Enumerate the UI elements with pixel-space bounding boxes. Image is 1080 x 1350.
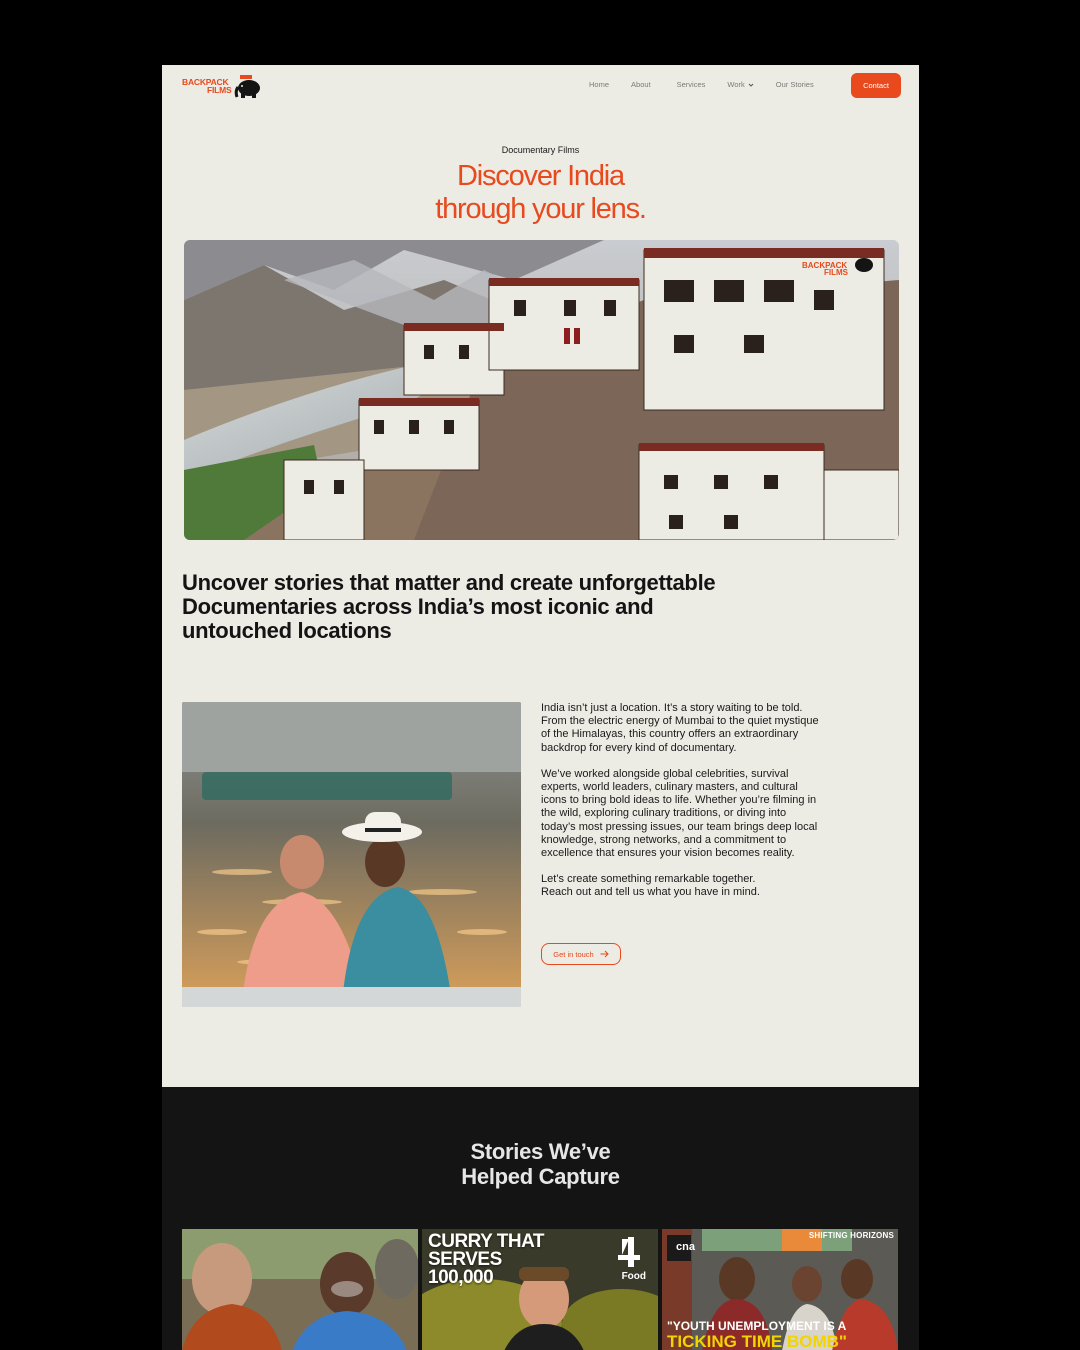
about-p2-line: excellence that ensures your vision becomes reality. — [541, 847, 795, 860]
about-p3-line: Let’s create something remarkable together. — [541, 873, 756, 886]
brand-name-line2: FILMS — [207, 85, 232, 95]
hero-title-line1: Discover India — [457, 160, 624, 192]
contact-button[interactable]: Contact — [851, 73, 901, 98]
story-card-3-quote — [667, 1319, 847, 1349]
about-p2-line: experts, world leaders, culinary masters, and cultural — [541, 781, 798, 794]
main-page — [162, 65, 919, 1087]
story-card-2-title-line1: CURRY THAT — [428, 1231, 545, 1252]
story-card-2[interactable] — [422, 1229, 658, 1350]
nav-about-label: About — [631, 80, 651, 89]
hero-eyebrow: Documentary Films — [501, 145, 580, 155]
stories-title-line2: Helped Capture — [461, 1164, 620, 1189]
hero-watermark-line2: FILMS — [824, 268, 848, 277]
about-p1-line: backdrop for every kind of documentary. — [541, 741, 737, 754]
about-p2-line: knowledge, strong networks, and a commitment to — [541, 833, 787, 846]
story-card-2-badge: Food — [621, 1271, 646, 1282]
main-nav — [589, 80, 836, 89]
chevron-down-icon — [748, 82, 754, 88]
tagline-line1: Uncover stories that matter and create unforgettable — [182, 570, 716, 595]
stories-title — [162, 1139, 919, 1189]
nav-our-stories-label: Our Stories — [775, 80, 814, 89]
story-cards — [182, 1229, 898, 1350]
story-card-3-quote-line1: "YOUTH UNEMPLOYMENT IS A — [667, 1319, 847, 1333]
nav-our-stories[interactable] — [776, 80, 814, 89]
about-p1-line: of the Himalayas, this country offers an extraordinary — [541, 728, 799, 741]
watermark-elephant-icon — [855, 258, 873, 272]
about-p2-line: today’s most pressing issues, our team brings deep local — [541, 820, 818, 833]
about-p3-line: Reach out and tell us what you have in mind. — [541, 886, 760, 899]
elephant-icon — [234, 75, 262, 99]
nav-work[interactable] — [727, 80, 753, 89]
tagline-line3: untouched locations — [182, 618, 392, 643]
story-card-3-logo: cna — [676, 1241, 695, 1253]
about-paragraph-3 — [541, 873, 851, 899]
about-p2-line: the wild, exploring culinary traditions, or diving into — [541, 807, 787, 820]
nav-services-label: Services — [676, 80, 706, 89]
story-card-2-title-line2: SERVES — [428, 1249, 502, 1270]
hero-title — [162, 160, 919, 226]
get-in-touch-button[interactable] — [541, 943, 621, 965]
story-card-2-title-line3: 100,000 — [428, 1267, 494, 1288]
about-p1-line: India isn’t just a location. It’s a story waiting to be told. — [541, 702, 803, 714]
hero-title-line2: through your lens. — [435, 193, 646, 225]
nav-home[interactable] — [589, 80, 609, 89]
tagline-heading — [182, 571, 782, 643]
brand-wordmark — [182, 78, 232, 94]
get-in-touch-label: Get in touch — [553, 949, 594, 959]
story-card-3-quote-line2: TICKING TIME BOMB" — [667, 1332, 847, 1350]
hero-image-monastery — [184, 240, 899, 540]
story-card-2-title — [428, 1233, 544, 1287]
about-image-boat — [182, 702, 521, 1007]
nav-work-label: Work — [727, 80, 745, 89]
story-card-3[interactable] — [662, 1229, 898, 1350]
arrow-right-icon — [600, 950, 609, 958]
about-p2-line: We’ve worked alongside global celebrities, survival — [541, 767, 789, 780]
brand-name-line1: BACKPACK — [182, 77, 229, 87]
about-copy — [541, 702, 851, 913]
stories-section — [162, 1087, 919, 1350]
about-paragraph-2 — [541, 768, 851, 860]
brand-logo[interactable] — [182, 75, 262, 101]
tagline-line2: Documentaries across India’s most iconic and — [182, 594, 654, 619]
hero-watermark-line1: BACKPACK — [802, 261, 848, 270]
about-paragraph-1 — [541, 702, 851, 755]
stories-title-line1: Stories We’ve — [470, 1139, 611, 1164]
nav-about[interactable] — [631, 80, 651, 89]
about-p1-line: From the electric energy of Mumbai to the quiet mystique — [541, 715, 819, 728]
story-card-3-tag: SHIFTING HORIZONS — [808, 1231, 894, 1240]
nav-home-label: Home — [589, 80, 610, 89]
nav-services[interactable] — [677, 80, 706, 89]
story-card-1[interactable] — [182, 1229, 418, 1350]
about-p2-line: icons to bring bold ideas to life. Whether you’re filming in — [541, 794, 817, 807]
